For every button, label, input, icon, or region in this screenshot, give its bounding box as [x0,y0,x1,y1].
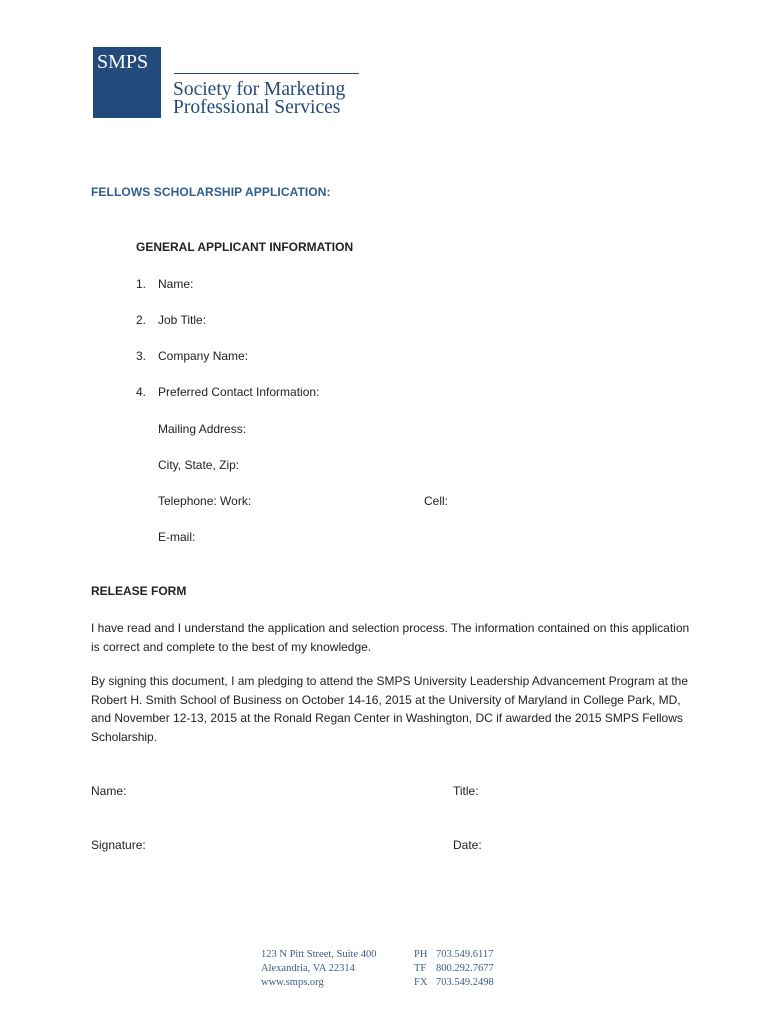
date-label: Date: [453,838,482,852]
name-field-label: Name: [158,277,194,291]
item-number-3: 3. [136,349,147,363]
item-number-2: 2. [136,313,147,327]
cell-label: Cell: [424,494,449,508]
logo-name-line2: Professional Services [173,97,341,118]
telephone-work-label: Telephone: Work: [158,494,252,508]
release-paragraph-2: By signing this document, I am pledging to attend the SMPS University Leadership Advancement Program at the Robert H. Smith School of Business on October 14-16, 2015 at the University of Maryland in College Park, MD, and November 12-13, 2015 at the Ronald Regan Center in Washington, DC if awarded the 2015 SMPS Fellows Scholarship. [91,674,688,744]
footer-address-line1: 123 N Pitt Street, Suite 400 [261,949,377,960]
footer-address [261,948,377,990]
logo-box-text: SMPS [97,51,149,73]
release-paragraph-1: I have read and I understand the application and selection process. The information contained on this application is correct and complete to the best of my knowledge. [91,621,690,654]
company-name-field-label: Company Name: [158,349,249,363]
email-label: E-mail: [158,530,196,544]
item-number-1: 1. [136,277,147,291]
logo-rule [174,73,359,74]
footer-website[interactable]: www.smps.org [261,977,324,988]
job-title-field-label: Job Title: [158,313,207,327]
footer-fx-number: 703.549.2498 [436,977,494,988]
footer-ph-label: PH [414,949,428,960]
signature-label: Signature: [91,838,146,852]
logo-name-line1: Society for Marketing [173,79,346,100]
footer-fx-label: FX [414,977,428,988]
release-name-label: Name: [91,784,127,798]
footer-ph-number: 703.549.6117 [436,949,494,960]
city-state-zip-label: City, State, Zip: [158,458,240,472]
contact-info-label: Preferred Contact Information: [158,385,320,399]
footer-tf-label: TF [414,963,427,974]
footer-phone-labels [414,948,427,990]
release-title-label: Title: [453,784,479,798]
application-title: FELLOWS SCHOLARSHIP APPLICATION: [91,185,331,199]
footer-address-line2: Alexandria, VA 22314 [261,963,355,974]
general-info-heading: GENERAL APPLICANT INFORMATION [136,240,354,254]
footer-tf-number: 800.292.7677 [436,963,494,974]
release-form-heading: RELEASE FORM [91,584,187,598]
item-number-4: 4. [136,385,147,399]
footer-phone-numbers [436,948,494,990]
mailing-address-label: Mailing Address: [158,422,247,436]
smps-logo-mark [93,47,161,118]
